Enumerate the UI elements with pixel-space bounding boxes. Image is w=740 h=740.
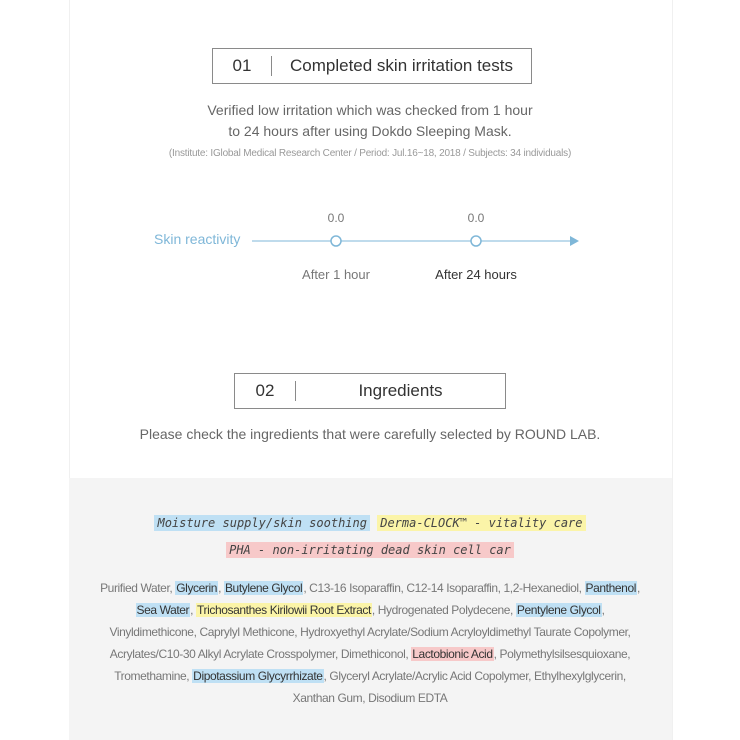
legend-moisture: Moisture supply/skin soothing: [154, 515, 370, 531]
legend-row2: [69, 543, 671, 557]
ingredient-highlight: Sea Water: [136, 603, 190, 617]
ingredient-highlight: Glycerin: [176, 581, 218, 595]
ingredient-text: ,: [636, 581, 640, 595]
ingredient-highlight: Lactobionic Acid: [412, 647, 493, 661]
legend-row1: [69, 516, 671, 530]
ingredient-text: , C13-16 Isoparaffin, C12-14 Isoparaffin, 1,2-Hexanediol,: [303, 581, 585, 595]
section2-title-box: [234, 373, 506, 409]
section1-note: (Institute: IGlobal Medical Research Center / Period: Jul.16~18, 2018 / Subjects: 34 individuals): [168, 148, 572, 159]
ingredient-text: , Polymethylsilsesquioxane, Tromethamine,: [114, 647, 631, 683]
chart-value-label-2: 0.0: [467, 211, 485, 225]
section1-title: Completed skin irritation tests: [290, 56, 513, 75]
section1-title-box: [212, 48, 532, 84]
ingredient-highlight: Pentylene Glycol: [516, 603, 601, 617]
section2-desc: Please check the ingredients that were carefully selected by ROUND LAB.: [139, 426, 601, 442]
ingredient-text: ,: [190, 603, 197, 617]
ingredient-text: ,: [218, 581, 224, 595]
legend-derma: Derma-CLOCK™ - vitality care: [377, 515, 585, 531]
chart-x-label-2: After 24 hours: [435, 267, 517, 282]
chart-value-label-1: 0.0: [327, 211, 345, 225]
section1-number: 01: [213, 56, 272, 76]
ingredient-highlight: Trichosanthes Kirilowii Root Extract: [197, 603, 371, 617]
section1-desc-line1: Verified low irritation which was checked from 1 hour: [207, 102, 533, 118]
ingredient-highlight: Panthenol: [585, 581, 636, 595]
section1-desc-line2: to 24 hours after using Dokdo Sleeping Mask.: [228, 123, 512, 139]
chart-x-label-1: After 1 hour: [302, 267, 370, 282]
section2-title: Ingredients: [358, 381, 443, 400]
ingredient-text: , Glyceryl Acrylate/Acrylic Acid Copolymer, Ethylhexylglycerin, Xanthan Gum, Disodium EDTA: [292, 669, 626, 705]
ingredients-list: [100, 577, 640, 709]
ingredient-highlight: Dipotassium Glycyrrhizate: [193, 669, 323, 683]
chart-ylabel: Skin reactivity: [154, 231, 241, 247]
legend-pha: PHA - non-irritating dead skin cell car: [226, 542, 514, 558]
ingredient-text: Purified Water,: [100, 581, 176, 595]
ingredient-text: , Vinyldimethicone, Caprylyl Methicone, Hydroxyethyl Acrylate/Sodium Acryloyldimethyl Taurate Copolymer, Acrylates/C10-30 Alkyl Acrylate Crosspolymer, Dimethiconol,: [109, 603, 631, 661]
ingredient-text: , Hydrogenated Polydecene,: [371, 603, 516, 617]
section2-number: 02: [235, 381, 296, 401]
ingredient-highlight: Butylene Glycol: [224, 581, 303, 595]
